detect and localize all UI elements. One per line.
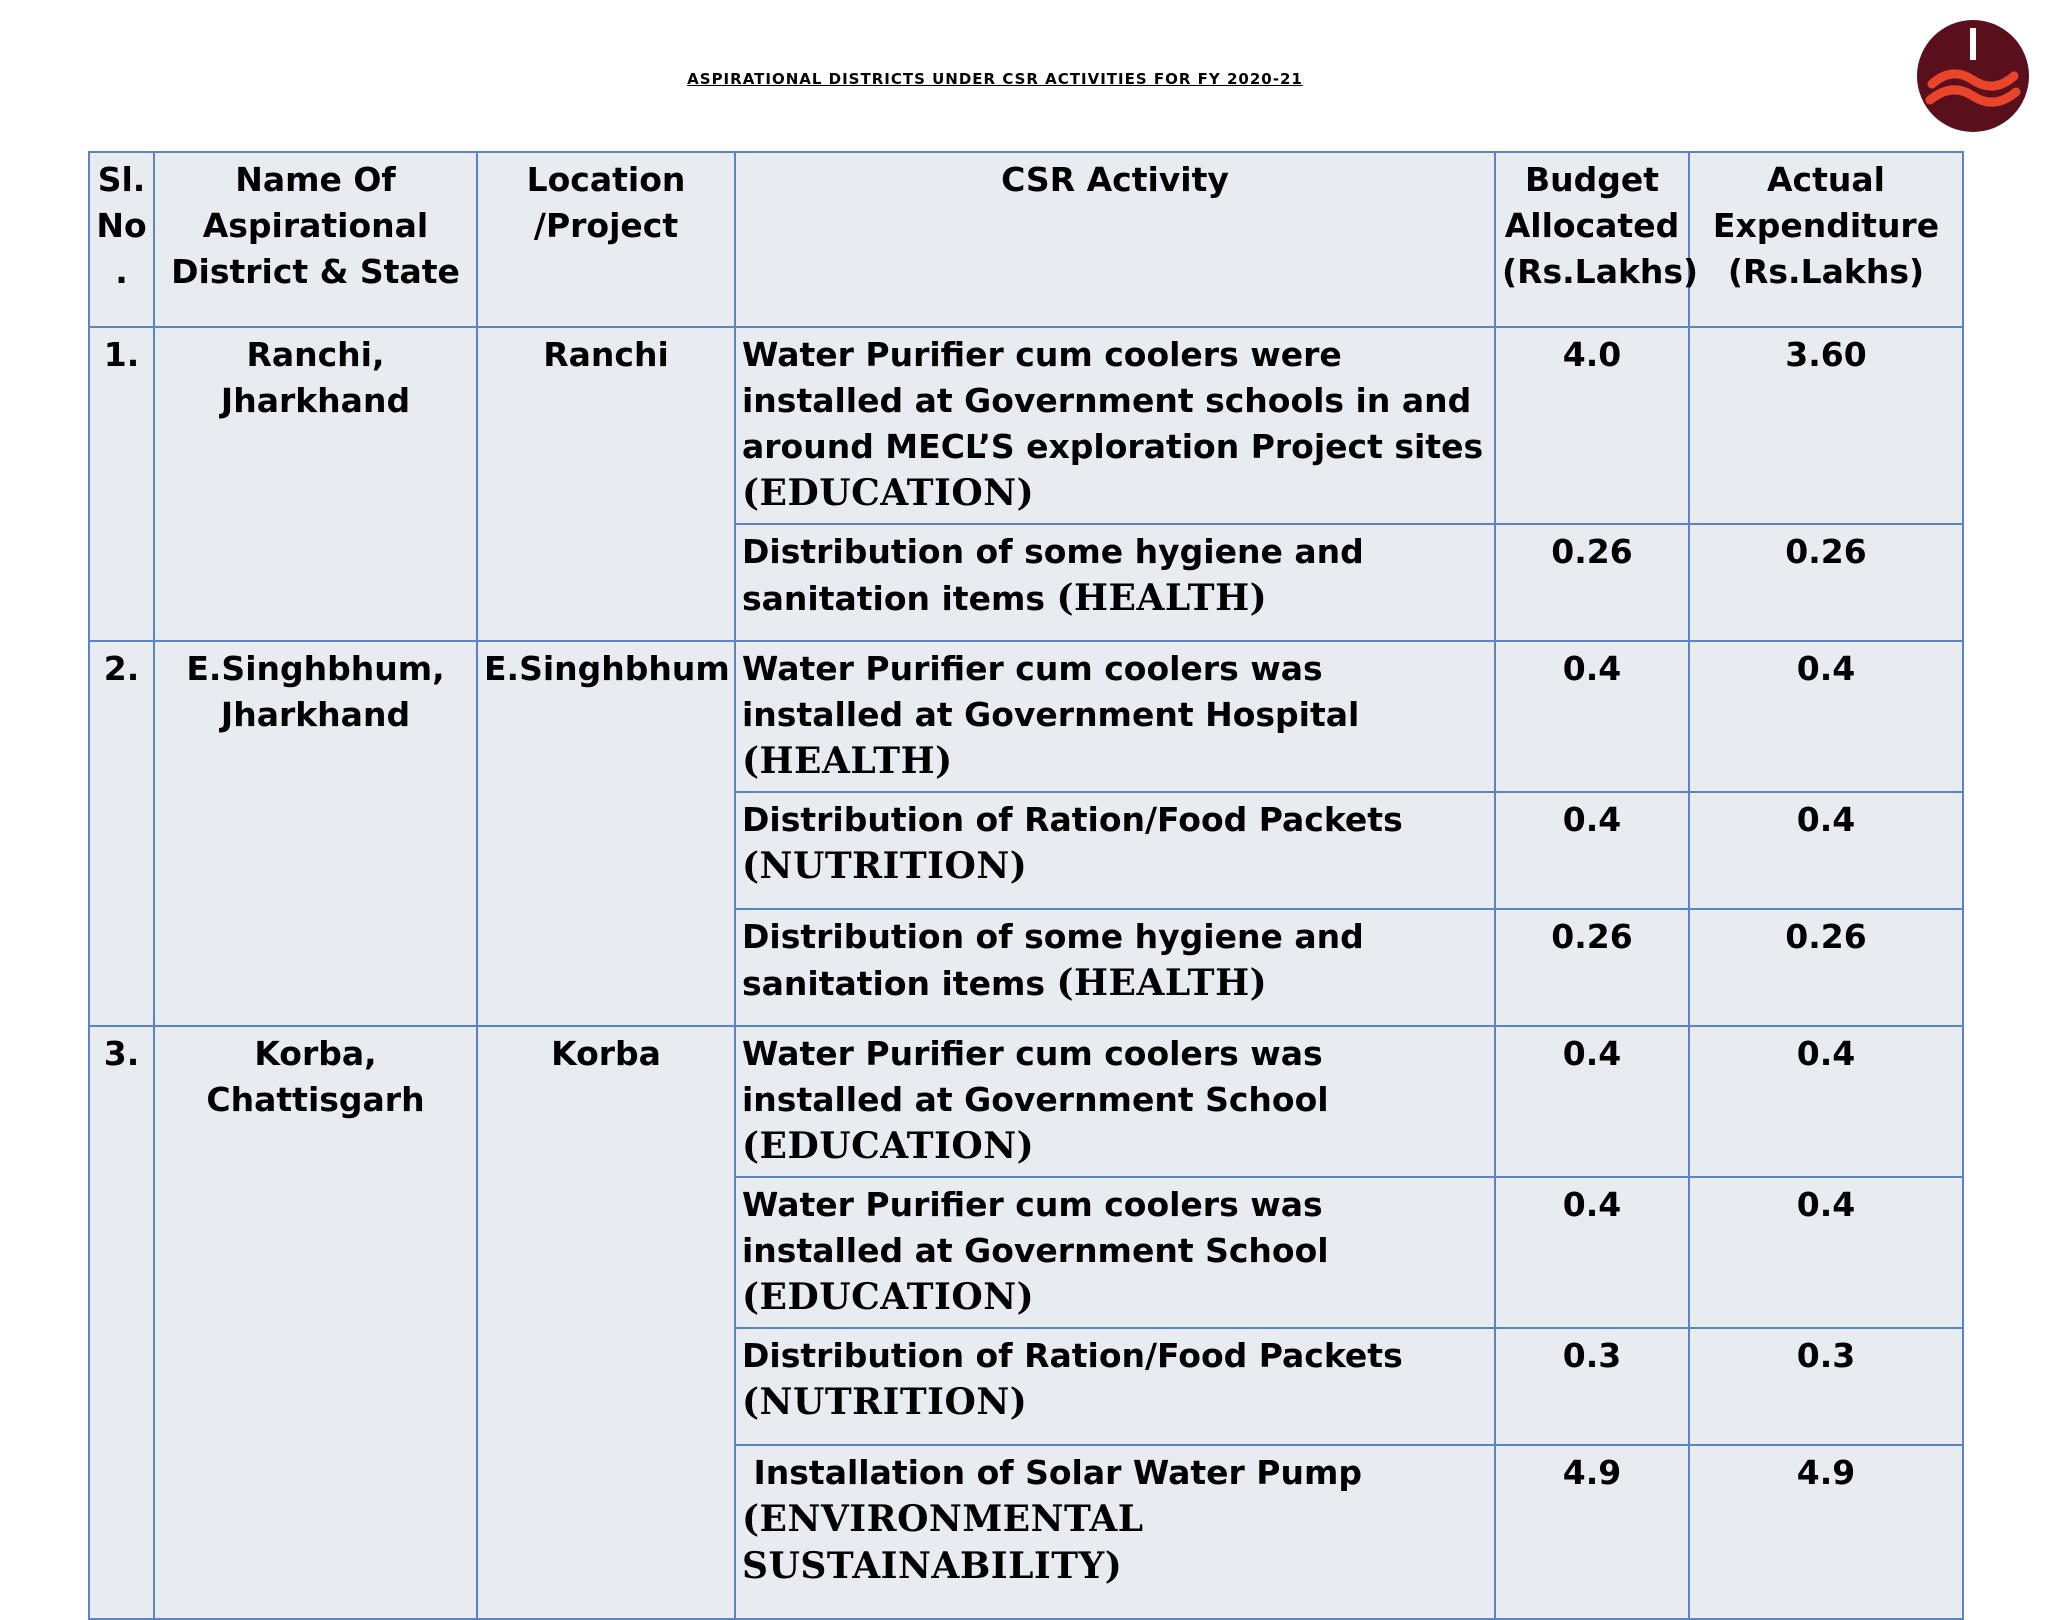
cell-budget: 0.3 [1495, 1328, 1689, 1445]
activity-category: (EDUCATION) [742, 1276, 1035, 1318]
header-district: Name Of Aspirational District & State [154, 152, 477, 327]
cell-budget: 0.4 [1495, 1177, 1689, 1328]
activity-category: (NUTRITION) [742, 845, 1028, 887]
activity-category: (HEALTH) [1056, 577, 1268, 619]
cell-budget: 0.4 [1495, 641, 1689, 792]
header-sl-no: Sl. No . [89, 152, 154, 327]
csr-table [88, 151, 1964, 1620]
cell-expenditure: 0.4 [1689, 1177, 1963, 1328]
cell-expenditure: 0.4 [1689, 792, 1963, 909]
cell-activity [735, 641, 1495, 792]
cell-expenditure: 3.60 [1689, 327, 1963, 524]
activity-category: (ENVIRONMENTAL SUSTAINABILITY) [742, 1498, 1144, 1587]
activity-text: Water Purifier cum coolers was installed at Government School [742, 1034, 1329, 1119]
cell-sl-no: 2. [89, 641, 154, 1026]
cell-district: Ranchi, Jharkhand [154, 327, 477, 641]
cell-activity [735, 1026, 1495, 1177]
cell-activity [735, 327, 1495, 524]
activity-category: (EDUCATION) [742, 472, 1035, 514]
cell-budget: 4.0 [1495, 327, 1689, 524]
cell-activity [735, 1177, 1495, 1328]
header-activity: CSR Activity [735, 152, 1495, 327]
cell-budget: 4.9 [1495, 1445, 1689, 1619]
cell-budget: 0.4 [1495, 1026, 1689, 1177]
cell-activity [735, 1328, 1495, 1445]
activity-text: Installation of Solar Water Pump [742, 1453, 1362, 1492]
header-budget: Budget Allocated (Rs.Lakhs) [1495, 152, 1689, 327]
activity-text: Distribution of some hygiene and sanitation items [742, 532, 1364, 618]
cell-budget: 0.4 [1495, 792, 1689, 909]
activity-category: (HEALTH) [1056, 962, 1268, 1004]
cell-expenditure: 4.9 [1689, 1445, 1963, 1619]
activity-text: Distribution of some hygiene and sanitation items [742, 917, 1364, 1003]
cell-activity [735, 524, 1495, 641]
cell-sl-no: 3. [89, 1026, 154, 1619]
activity-text: Distribution of Ration/Food Packets [742, 800, 1403, 839]
table-row [89, 1026, 1963, 1177]
cell-budget: 0.26 [1495, 909, 1689, 1026]
activity-category: (EDUCATION) [742, 1125, 1035, 1167]
table-row [89, 641, 1963, 792]
activity-text: Water Purifier cum coolers was installed at Government Hospital [742, 649, 1360, 734]
cell-expenditure: 0.3 [1689, 1328, 1963, 1445]
cell-activity [735, 1445, 1495, 1619]
cell-district: Korba, Chattisgarh [154, 1026, 477, 1619]
activity-text: Water Purifier cum coolers was installed at Government School [742, 1185, 1329, 1270]
page-title: ASPIRATIONAL DISTRICTS UNDER CSR ACTIVITIES FOR FY 2020-21 [687, 70, 1303, 88]
table-row [89, 327, 1963, 524]
activity-category: (HEALTH) [742, 740, 953, 782]
cell-sl-no: 1. [89, 327, 154, 641]
cell-expenditure: 0.26 [1689, 909, 1963, 1026]
header-expenditure: Actual Expenditure (Rs.Lakhs) [1689, 152, 1963, 327]
activity-text: Water Purifier cum coolers were installed at Government schools in and around MECL’S exploration Project sites [742, 335, 1484, 466]
cell-expenditure: 0.4 [1689, 641, 1963, 792]
cell-expenditure: 0.4 [1689, 1026, 1963, 1177]
cell-location: E.Singhbhum [477, 641, 735, 1026]
table-header-row [89, 152, 1963, 327]
company-logo-icon [1912, 20, 2034, 132]
cell-activity [735, 792, 1495, 909]
activity-text: Distribution of Ration/Food Packets [742, 1336, 1403, 1375]
header-location: Location /Project [477, 152, 735, 327]
cell-district: E.Singhbhum, Jharkhand [154, 641, 477, 1026]
cell-location: Ranchi [477, 327, 735, 641]
cell-expenditure: 0.26 [1689, 524, 1963, 641]
cell-location: Korba [477, 1026, 735, 1619]
activity-category: (NUTRITION) [742, 1381, 1028, 1423]
cell-activity [735, 909, 1495, 1026]
cell-budget: 0.26 [1495, 524, 1689, 641]
